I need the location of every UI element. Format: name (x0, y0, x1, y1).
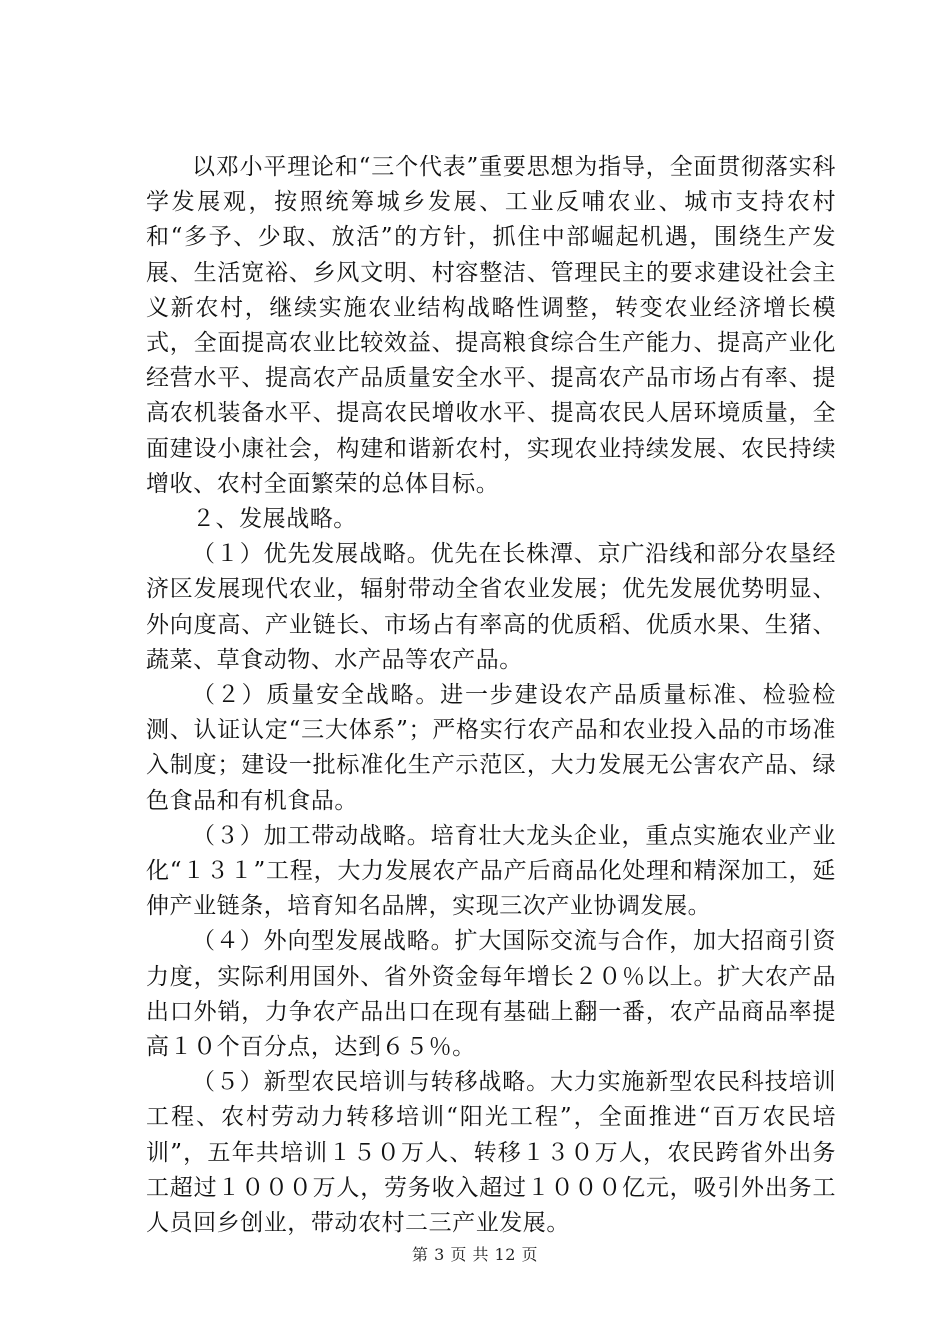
heading-development-strategy: ２、发展战略。 (192, 506, 357, 533)
paragraph-quality-safety-strategy: （２）质量安全战略。进一步建设农产品质量标准、检验检测、认证认定“三大体系”；严格实行农产品和农业投入品的市场准入制度；建设一批标准化生产示范区，大力发展无公害农产品、绿色食品和有机食品。 (146, 682, 836, 814)
paragraph-farmer-training-strategy: （５）新型农民培训与转移战略。大力实施新型农民科技培训工程、农村劳动力转移培训“阳光工程”，全面推进“百万农民培训”，五年共培训１５０万人、转移１３０万人，农民跨省外出务工超过１０００万人，劳务收入超过１０００亿元，吸引外出务工人员回乡创业，带动农村二三产业发展。 (146, 1069, 836, 1237)
paragraph-guiding-principles: 以邓小平理论和“三个代表”重要思想为指导，全面贯彻落实科学发展观，按照统筹城乡发展、工业反哺农业、城市支持农村和“多予、少取、放活”的方针，抓住中部崛起机遇，围绕生产发展、生活宽裕、乡风文明、村容整洁、管理民主的要求建设社会主义新农村，继续实施农业结构战略性调整，转变农业经济增长模式，全面提高农业比较效益、提高粮食综合生产能力、提高产业化经营水平、提高农产品质量安全水平、提高农产品市场占有率、提高农机装备水平、提高农民增收水平、提高农民人居环境质量，全面建设小康社会，构建和谐新农村，实现农业持续发展、农民持续增收、农村全面繁荣的总体目标。 (146, 154, 836, 497)
paragraph-processing-strategy: （３）加工带动战略。培育壮大龙头企业，重点实施农业产业化“１３１”工程，大力发展农产品产后商品化处理和精深加工，延伸产业链条，培育知名品牌，实现三次产业协调发展。 (146, 822, 836, 920)
document-body (146, 150, 836, 1241)
paragraph-export-strategy: （４）外向型发展战略。扩大国际交流与合作，加大招商引资力度，实际利用国外、省外资金每年增长２０％以上。扩大农产品出口外销，力争农产品出口在现有基础上翻一番，农产品商品率提高１０个百分点，达到６５％。 (146, 928, 836, 1061)
page-number-footer: 第 3 页 共 12 页 (412, 1245, 538, 1264)
paragraph-priority-strategy: （１）优先发展战略。优先在长株潭、京广沿线和部分农垦经济区发展现代农业，辐射带动全省农业发展；优先发展优势明显、外向度高、产业链长、市场占有率高的优质稻、优质水果、生猪、蔬菜、草食动物、水产品等农产品。 (146, 541, 836, 673)
